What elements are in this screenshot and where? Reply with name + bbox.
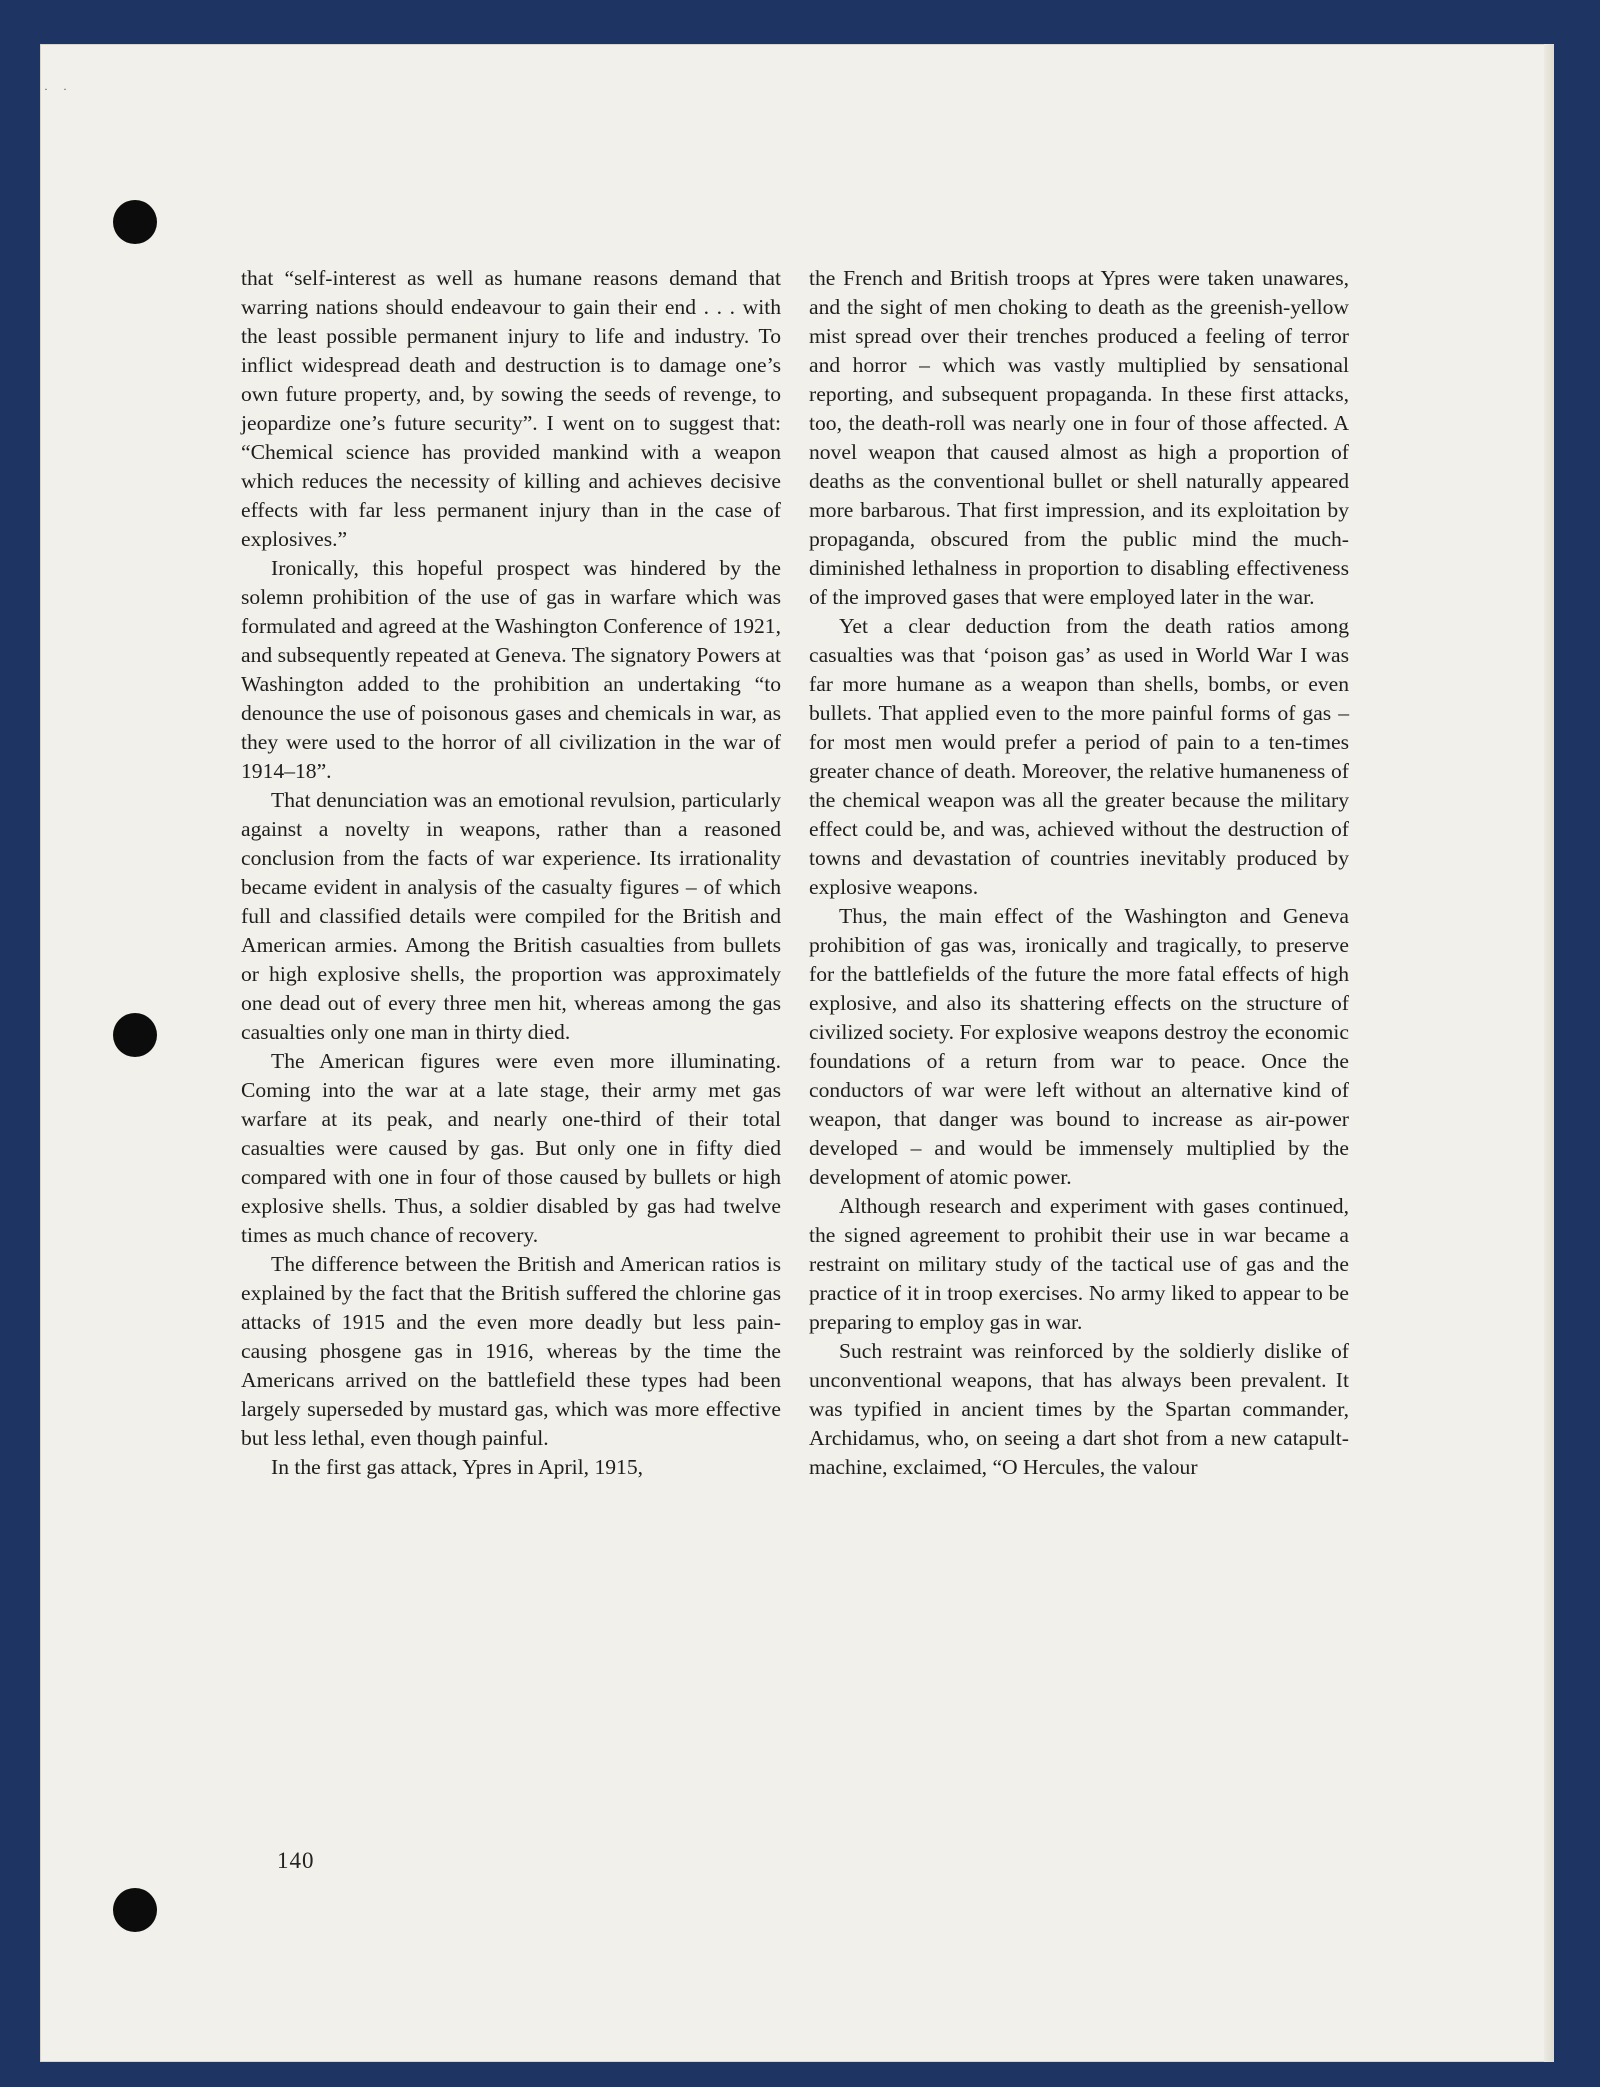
punch-hole-bottom (113, 1888, 157, 1932)
right-column (809, 264, 1349, 1482)
paragraph: Such restraint was reinforced by the soldierly dislike of unconventional weapons, that has always been prevalent. It was typified in ancient times by the Spartan commander, Archidamus, who, on seeing a dart shot from a new catapult-machine, exclaimed, “O Hercules, the valour (809, 1339, 1349, 1479)
left-column (241, 264, 781, 1482)
paragraph: Ironically, this hopeful prospect was hindered by the solemn prohibition of the use of gas in warfare which was formulated and agreed at the Washington Conference of 1921, and subsequently repeated at Geneva. The signatory Powers at Washington added to the prohibition an undertaking “to denounce the use of poisonous gases and chemicals in war, as they were used to the horror of all civilization in the war of 1914–18”. (241, 556, 781, 783)
paragraph: The American figures were even more illuminating. Coming into the war at a late stage, their army met gas warfare at its peak, and nearly one-third of their total casualties were caused by gas. But only one in fifty died compared with one in four of those caused by bullets or high explosive shells. Thus, a soldier disabled by gas had twelve times as much chance of recovery. (241, 1049, 781, 1247)
punch-hole-top (113, 200, 157, 244)
page-number: 140 (277, 1848, 315, 1873)
paragraph: that “self-interest as well as humane reasons demand that warring nations should endeavour to gain their end . . . with the least possible permanent injury to life and industry. To inflict widespread death and destruction is to damage one’s own future property, and, by sowing the seeds of revenge, to jeopardize one’s future security”. I went on to suggest that: “Chemical science has provided mankind with a weapon which reduces the necessity of killing and achieves decisive effects with far less permanent injury than in the case of explosives.” (241, 266, 781, 551)
margin-specks: · · (44, 82, 73, 96)
paragraph: That denunciation was an emotional revulsion, particularly against a novelty in weapons, rather than a reasoned conclusion from the facts of war experience. Its irrationality became evident in analysis of the casualty figures – of which full and classified details were compiled for the British and American armies. Among the British casualties from bullets or high explosive shells, the proportion was approximately one dead out of every three men hit, whereas among the gas casualties only one man in thirty died. (241, 788, 781, 1044)
punch-hole-middle (113, 1013, 157, 1057)
paragraph: Thus, the main effect of the Washington and Geneva prohibition of gas was, ironically and tragically, to preserve for the battlefields of the future the more fatal effects of high explosive, and also its shattering effects on the structure of civilized society. For explosive weapons destroy the economic foundations of a return from war to peace. Once the conductors of war were left without an alternative kind of weapon, that danger was bound to increase as air-power developed – and would be immensely multiplied by the development of atomic power. (809, 904, 1349, 1189)
paragraph: The difference between the British and American ratios is explained by the fact that the British suffered the chlorine gas attacks of 1915 and the even more deadly but less pain-causing phosgene gas in 1916, whereas by the time the Americans arrived on the battlefield these types had been largely superseded by mustard gas, which was more effective but less lethal, even though painful. (241, 1252, 781, 1450)
paragraph: Yet a clear deduction from the death ratios among casualties was that ‘poison gas’ as used in World War I was far more humane as a weapon than shells, bombs, or even bullets. That applied even to the more painful forms of gas – for most men would prefer a period of pain to a ten-times greater chance of death. Moreover, the relative humaneness of the chemical weapon was all the greater because the military effect could be, and was, achieved without the destruction of towns and devastation of countries inevitably produced by explosive weapons. (809, 614, 1349, 899)
paragraph: Although research and experiment with gases continued, the signed agreement to prohibit their use in war became a restraint on military study of the tactical use of gas and the practice of it in troop exercises. No army liked to appear to be preparing to employ gas in war. (809, 1194, 1349, 1334)
paragraph: In the first gas attack, Ypres in April, 1915, (271, 1455, 644, 1479)
sheet-edge (1544, 44, 1554, 2062)
paragraph: the French and British troops at Ypres were taken unawares, and the sight of men choking to death as the greenish-yellow mist spread over their trenches produced a feeling of terror and horror – which was vastly multiplied by sensational reporting, and subsequent propaganda. In these first attacks, too, the death-roll was nearly one in four of those affected. A novel weapon that caused almost as high a proportion of deaths as the conventional bullet or shell naturally appeared more barbarous. That first impression, and its exploitation by propaganda, obscured from the public mind the much-diminished lethalness in proportion to disabling effectiveness of the improved gases that were employed later in the war. (809, 266, 1349, 609)
